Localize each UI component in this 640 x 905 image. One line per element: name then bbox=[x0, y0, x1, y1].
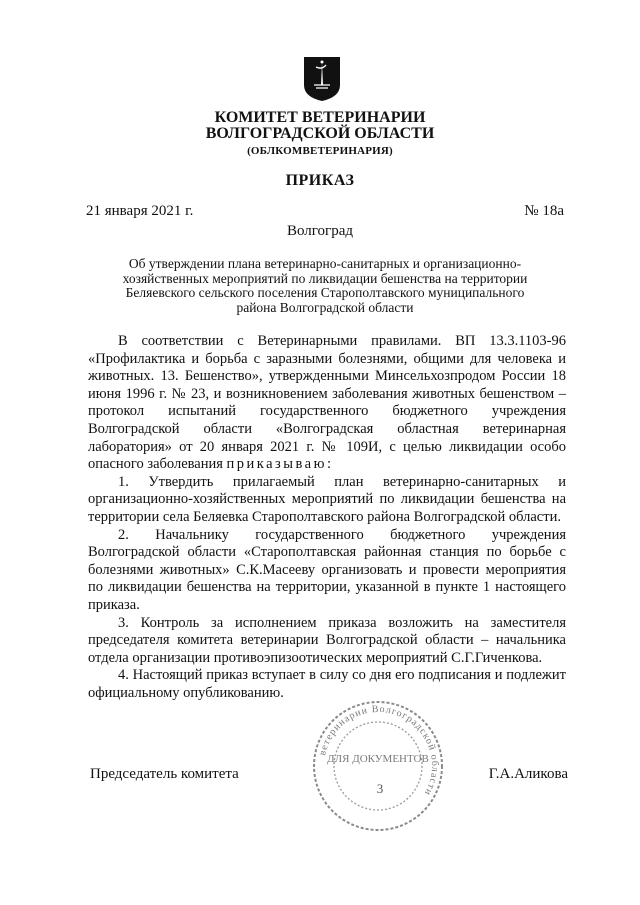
subject-line: Беляевского сельского поселения Старополтавского муниципального bbox=[125, 285, 525, 300]
document-city: Волгоград bbox=[286, 223, 353, 239]
order-item-4: 4. Настоящий приказ вступает в силу со дня его подписания и подлежит официальному опубликованию. bbox=[88, 667, 566, 701]
preamble-text: В соответствии с Ветеринарными правилами. ВП 13.3.1103-96 «Профилактика и борьба с заразными болезнями, общими для человека и животных. 13. Бешенство», утвержденными Минсельхозпродом России 18 июня 1996 г. № 23, и возникновением заболевания животных бешенством – протокол испытаний государственного бюджетного учреждения Волгоградской области «Волгоградская областная ветеринарная лаборатория» от 20 января 2021 г. № 109И, с целью ликвидации особо опасного заболевания bbox=[88, 333, 566, 473]
document-number: № 18а bbox=[524, 203, 564, 219]
subject-line: хозяйственных мероприятий по ликвидации бешенства на территории bbox=[122, 270, 528, 286]
order-item-3: 3. Контроль за исполнением приказа возложить на заместителя председателя комитета ветеринарии Волгоградской области – начальника отдела организации противоэпизоотических мероприятий С.Г.Гиченкова. bbox=[88, 614, 566, 666]
order-item-1: 1. Утвердить прилагаемый план ветеринарно-санитарных и организационно-хозяйственных мероприятий по ликвидации бешенства на территории села Беляевка Старополтавского района Волгоградской области. bbox=[88, 473, 566, 525]
subject-line: района Волгоградской области bbox=[236, 299, 414, 315]
document-date: 21 января 2021 г. bbox=[86, 203, 194, 219]
stamp-number: 3 bbox=[376, 781, 384, 796]
org-name-line1: КОМИТЕТ ВЕТЕРИНАРИИ bbox=[214, 109, 426, 126]
stamp-inner-text: ДЛЯ ДОКУМЕНТОВ bbox=[327, 753, 429, 765]
preamble-paragraph bbox=[88, 333, 566, 474]
document-type-title: ПРИКАЗ bbox=[285, 172, 355, 189]
stamp-outer-text: ветеринарии Волгоградской области bbox=[317, 703, 441, 798]
document-subject bbox=[90, 257, 560, 315]
subject-line: Об утверждении плана ветеринарно-санитарных и организационно- bbox=[128, 256, 522, 271]
order-item-2: 2. Начальнику государственного бюджетного учреждения Волгоградской области «Старополтавская районная станция по борьбе с болезнями животных» С.К.Масееву организовать и провести мероприятия по ликвидации бешенства на территории, указанной в пункте 1 настоящего приказа. bbox=[88, 526, 566, 613]
order-word: приказываю: bbox=[226, 456, 334, 473]
volgograd-emblem-icon bbox=[302, 55, 342, 102]
org-name-abbrev: (ОБЛКОМВЕТЕРИНАРИЯ) bbox=[247, 145, 393, 157]
round-seal-stamp bbox=[310, 698, 446, 834]
signature-name: Г.А.Аликова bbox=[488, 766, 568, 782]
org-name-line2: ВОЛГОГРАДСКОЙ ОБЛАСТИ bbox=[205, 125, 435, 142]
document-body bbox=[88, 333, 566, 702]
signature-title: Председатель комитета bbox=[90, 766, 239, 782]
